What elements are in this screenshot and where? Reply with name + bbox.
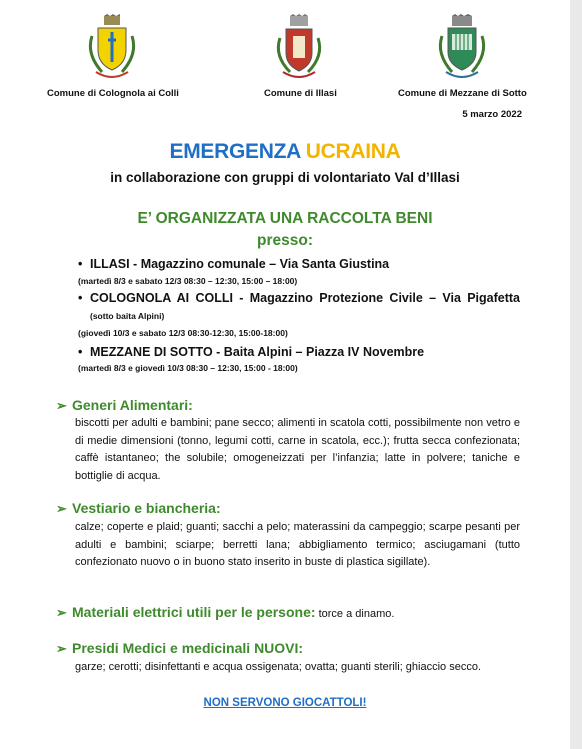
location-text: ILLASI - Magazzino comunale – Via Santa Giustina xyxy=(90,257,390,271)
arrow-bullet-icon: ➢ xyxy=(56,501,67,516)
collection-heading: E’ ORGANIZZATA UNA RACCOLTA BENI xyxy=(137,210,433,227)
bullet-icon: • xyxy=(78,345,83,359)
section-body-medical: garze; cerotti; disinfettanti e acqua ossigenata; ovatta; guanti sterili; ghiaccio secco. xyxy=(75,661,482,673)
section-title-medical: ➢ Presidi Medici e medicinali NUOVI: xyxy=(56,640,304,656)
section-body-food: biscotti per adulti e bambini; pane secco; alimenti in scatola cotti, possibilmente non vetro e di medie dimensioni (tonno, legumi cotti, carne in scatola, ecc.); frutta secca confezionata; caffè istantaneo; the solubile; omogeneizzati per l’infanzia; latte in polvere; taniche e bottiglie di acqua. xyxy=(75,417,520,482)
crest-label-mezzane: Comune di Mezzane di Sotto xyxy=(398,88,527,99)
illasi-crest-icon xyxy=(269,14,329,82)
location-hours-colognola: (giovedì 10/3 e sabato 12/3 08:30-12:30, 15:00-18:00) xyxy=(78,328,288,338)
bullet-icon: • xyxy=(78,257,83,271)
location-text: COLOGNOLA AI COLLI - Magazzino Protezione Civile – Via Pigafetta xyxy=(90,291,520,305)
title-part-emergenza: EMERGENZA xyxy=(169,140,306,163)
crest-label-illasi: Comune di Illasi xyxy=(264,88,337,99)
colognola-crest-icon xyxy=(82,14,142,82)
location-note: (sotto baita Alpini) xyxy=(90,311,165,321)
location-item-colognola xyxy=(78,290,520,325)
location-item-illasi xyxy=(78,256,520,273)
section-body-clothing: calze; coperte e plaid; guanti; sacchi a pelo; materassini da campeggio; scarpe pesanti per adulti e bambini; sciarpe; berretti lana; abbigliamento termico; asciugamani (tutto confezionato nuovo o in buono stato inserito in buste di plastica sigillate). xyxy=(75,521,520,568)
document-date: 5 marzo 2022 xyxy=(462,109,522,120)
arrow-bullet-icon: ➢ xyxy=(56,641,67,656)
title-part-ucraina: UCRAINA xyxy=(305,140,401,163)
location-hours-mezzane: (martedì 8/3 e giovedì 10/3 08:30 – 12:30, 15:00 - 18:00) xyxy=(78,363,298,373)
mezzane-crest-icon xyxy=(432,14,492,82)
bullet-icon: • xyxy=(78,291,83,305)
section-title-electrical: ➢ Materiali elettrici utili per le persone: torce a dinamo. xyxy=(56,604,395,620)
arrow-bullet-icon: ➢ xyxy=(56,605,67,620)
section-title-clothing: ➢ Vestiario e biancheria: xyxy=(56,500,221,516)
location-text: MEZZANE DI SOTTO - Baita Alpini – Piazza IV Novembre xyxy=(90,345,425,359)
location-hours-illasi: (martedì 8/3 e sabato 12/3 08:30 – 12:30, 15:00 – 18:00) xyxy=(78,276,298,286)
presso-heading: presso: xyxy=(257,232,313,249)
no-toys-notice: NON SERVONO GIOCATTOLI! xyxy=(203,697,367,709)
section-inline-electrical: torce a dinamo. xyxy=(315,608,395,620)
section-title-food: ➢ Generi Alimentari: xyxy=(56,397,193,413)
page-title xyxy=(0,140,570,164)
location-item-mezzane xyxy=(78,344,520,361)
arrow-bullet-icon: ➢ xyxy=(56,398,67,413)
page-subtitle: in collaborazione con gruppi di volontariato Val d’Illasi xyxy=(110,170,460,185)
crest-label-colognola: Comune di Colognola ai Colli xyxy=(47,88,179,99)
